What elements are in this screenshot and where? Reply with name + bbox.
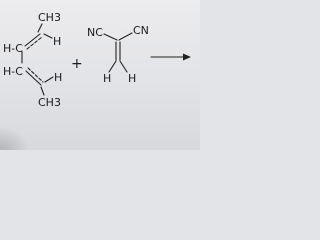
bond-lines — [0, 0, 200, 150]
diene-row1-h: H — [53, 35, 62, 48]
bond-c-cn — [119, 33, 132, 40]
dienophile-cn: CN — [133, 24, 149, 37]
bond-ch3-top — [38, 24, 42, 32]
reaction-arrow-head — [183, 54, 191, 61]
diene-row2-hc: H-C — [3, 65, 23, 78]
diene-row2-h: H — [54, 71, 63, 84]
bond-c2-h — [44, 34, 52, 38]
dienophile-h-right: H — [128, 72, 137, 85]
dienophile-nc: NC — [87, 26, 103, 39]
bond-c-h-right — [120, 61, 127, 72]
diene-row1-hc: H-C — [3, 42, 23, 55]
dienophile-h-left: H — [103, 72, 112, 85]
diene-bottom-ch3: CH3 — [38, 96, 61, 109]
corner-shadow — [0, 126, 30, 150]
bond-c4-h — [45, 77, 53, 82]
bond-ch3-bottom — [41, 87, 44, 95]
reaction-diagram — [0, 0, 200, 150]
bond-c-h-left — [109, 61, 116, 72]
diene-top-ch3: CH3 — [38, 11, 61, 24]
bond-nc-c — [104, 34, 117, 40]
plus-sign: + — [71, 56, 83, 72]
